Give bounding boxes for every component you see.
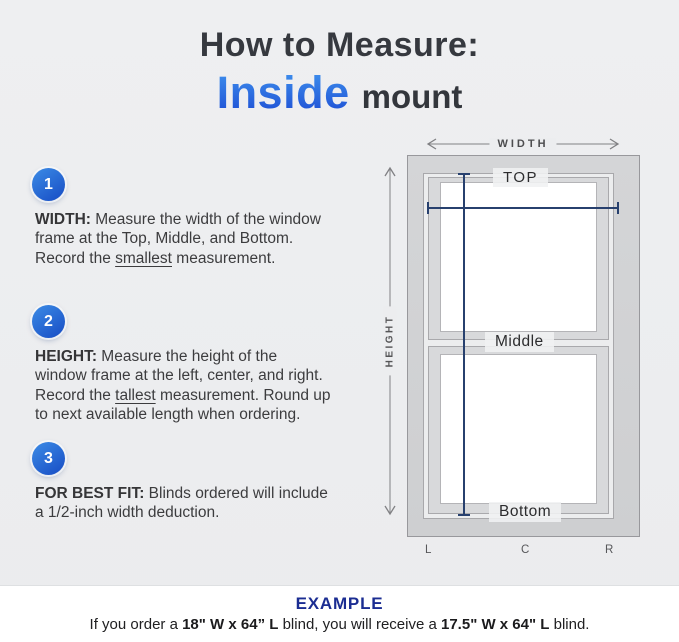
width-measure-line xyxy=(427,207,619,209)
step-2-underlined-word: tallest xyxy=(115,386,156,404)
step-1-number-badge: 1 xyxy=(32,168,65,201)
step-3-label: FOR BEST FIT: xyxy=(35,485,145,502)
bottom-position-label: Bottom xyxy=(489,502,561,522)
step-2-label: HEIGHT: xyxy=(35,348,97,365)
step-2-text xyxy=(35,347,333,425)
middle-position-label: Middle xyxy=(485,332,554,352)
example-received-size: 17.5" W x 64" L xyxy=(441,616,550,633)
height-dimension-arrow xyxy=(383,165,397,517)
title-line2 xyxy=(0,67,679,119)
width-label: WIDTH xyxy=(489,138,556,150)
marker-center: C xyxy=(521,544,531,556)
title-line1: How to Measure: xyxy=(199,26,480,64)
step-2-body-end: measurement. Round up to next available length when ordering. xyxy=(35,386,331,424)
step-1-text xyxy=(35,210,333,268)
step-3-number-badge: 3 xyxy=(32,442,65,475)
example-text-b: blind, you will receive a xyxy=(278,616,441,633)
step-3-text xyxy=(35,484,333,523)
step-2-body: Measure the height of the window frame at the left, center, and right. Record the xyxy=(35,348,323,404)
step-1-body: Measure the width of the window frame at the Top, Middle, and Bottom. Record the xyxy=(35,211,321,267)
example-text-c: blind. xyxy=(549,616,590,633)
marker-left: L xyxy=(425,544,433,556)
height-measure-line xyxy=(463,173,465,516)
window-measure-diagram xyxy=(375,130,670,580)
step-2-number-badge: 2 xyxy=(32,305,65,338)
example-sentence xyxy=(0,616,679,633)
example-footer xyxy=(0,585,679,642)
page-title xyxy=(0,26,679,119)
step-3-body: Blinds ordered will include a 1/2-inch width deduction. xyxy=(35,485,328,522)
step-1-underlined-word: smallest xyxy=(115,249,172,267)
example-text-a: If you order a xyxy=(89,616,183,633)
window-bottom-sash xyxy=(428,346,609,514)
window-top-sash xyxy=(428,177,609,340)
step-2 xyxy=(30,305,340,425)
title-suffix-mount: mount xyxy=(361,78,463,115)
marker-right: R xyxy=(605,544,615,556)
step-1-body-end: measurement. xyxy=(172,249,276,267)
width-dimension-arrow xyxy=(425,137,621,151)
example-heading: EXAMPLE xyxy=(295,594,384,613)
title-highlight-inside: Inside xyxy=(216,67,350,118)
top-position-label: TOP xyxy=(493,168,548,187)
example-ordered-size: 18" W x 64” L xyxy=(182,616,279,633)
step-1-label: WIDTH: xyxy=(35,211,91,228)
step-3 xyxy=(30,442,340,523)
step-1 xyxy=(30,168,340,268)
height-label: HEIGHT xyxy=(384,307,397,376)
